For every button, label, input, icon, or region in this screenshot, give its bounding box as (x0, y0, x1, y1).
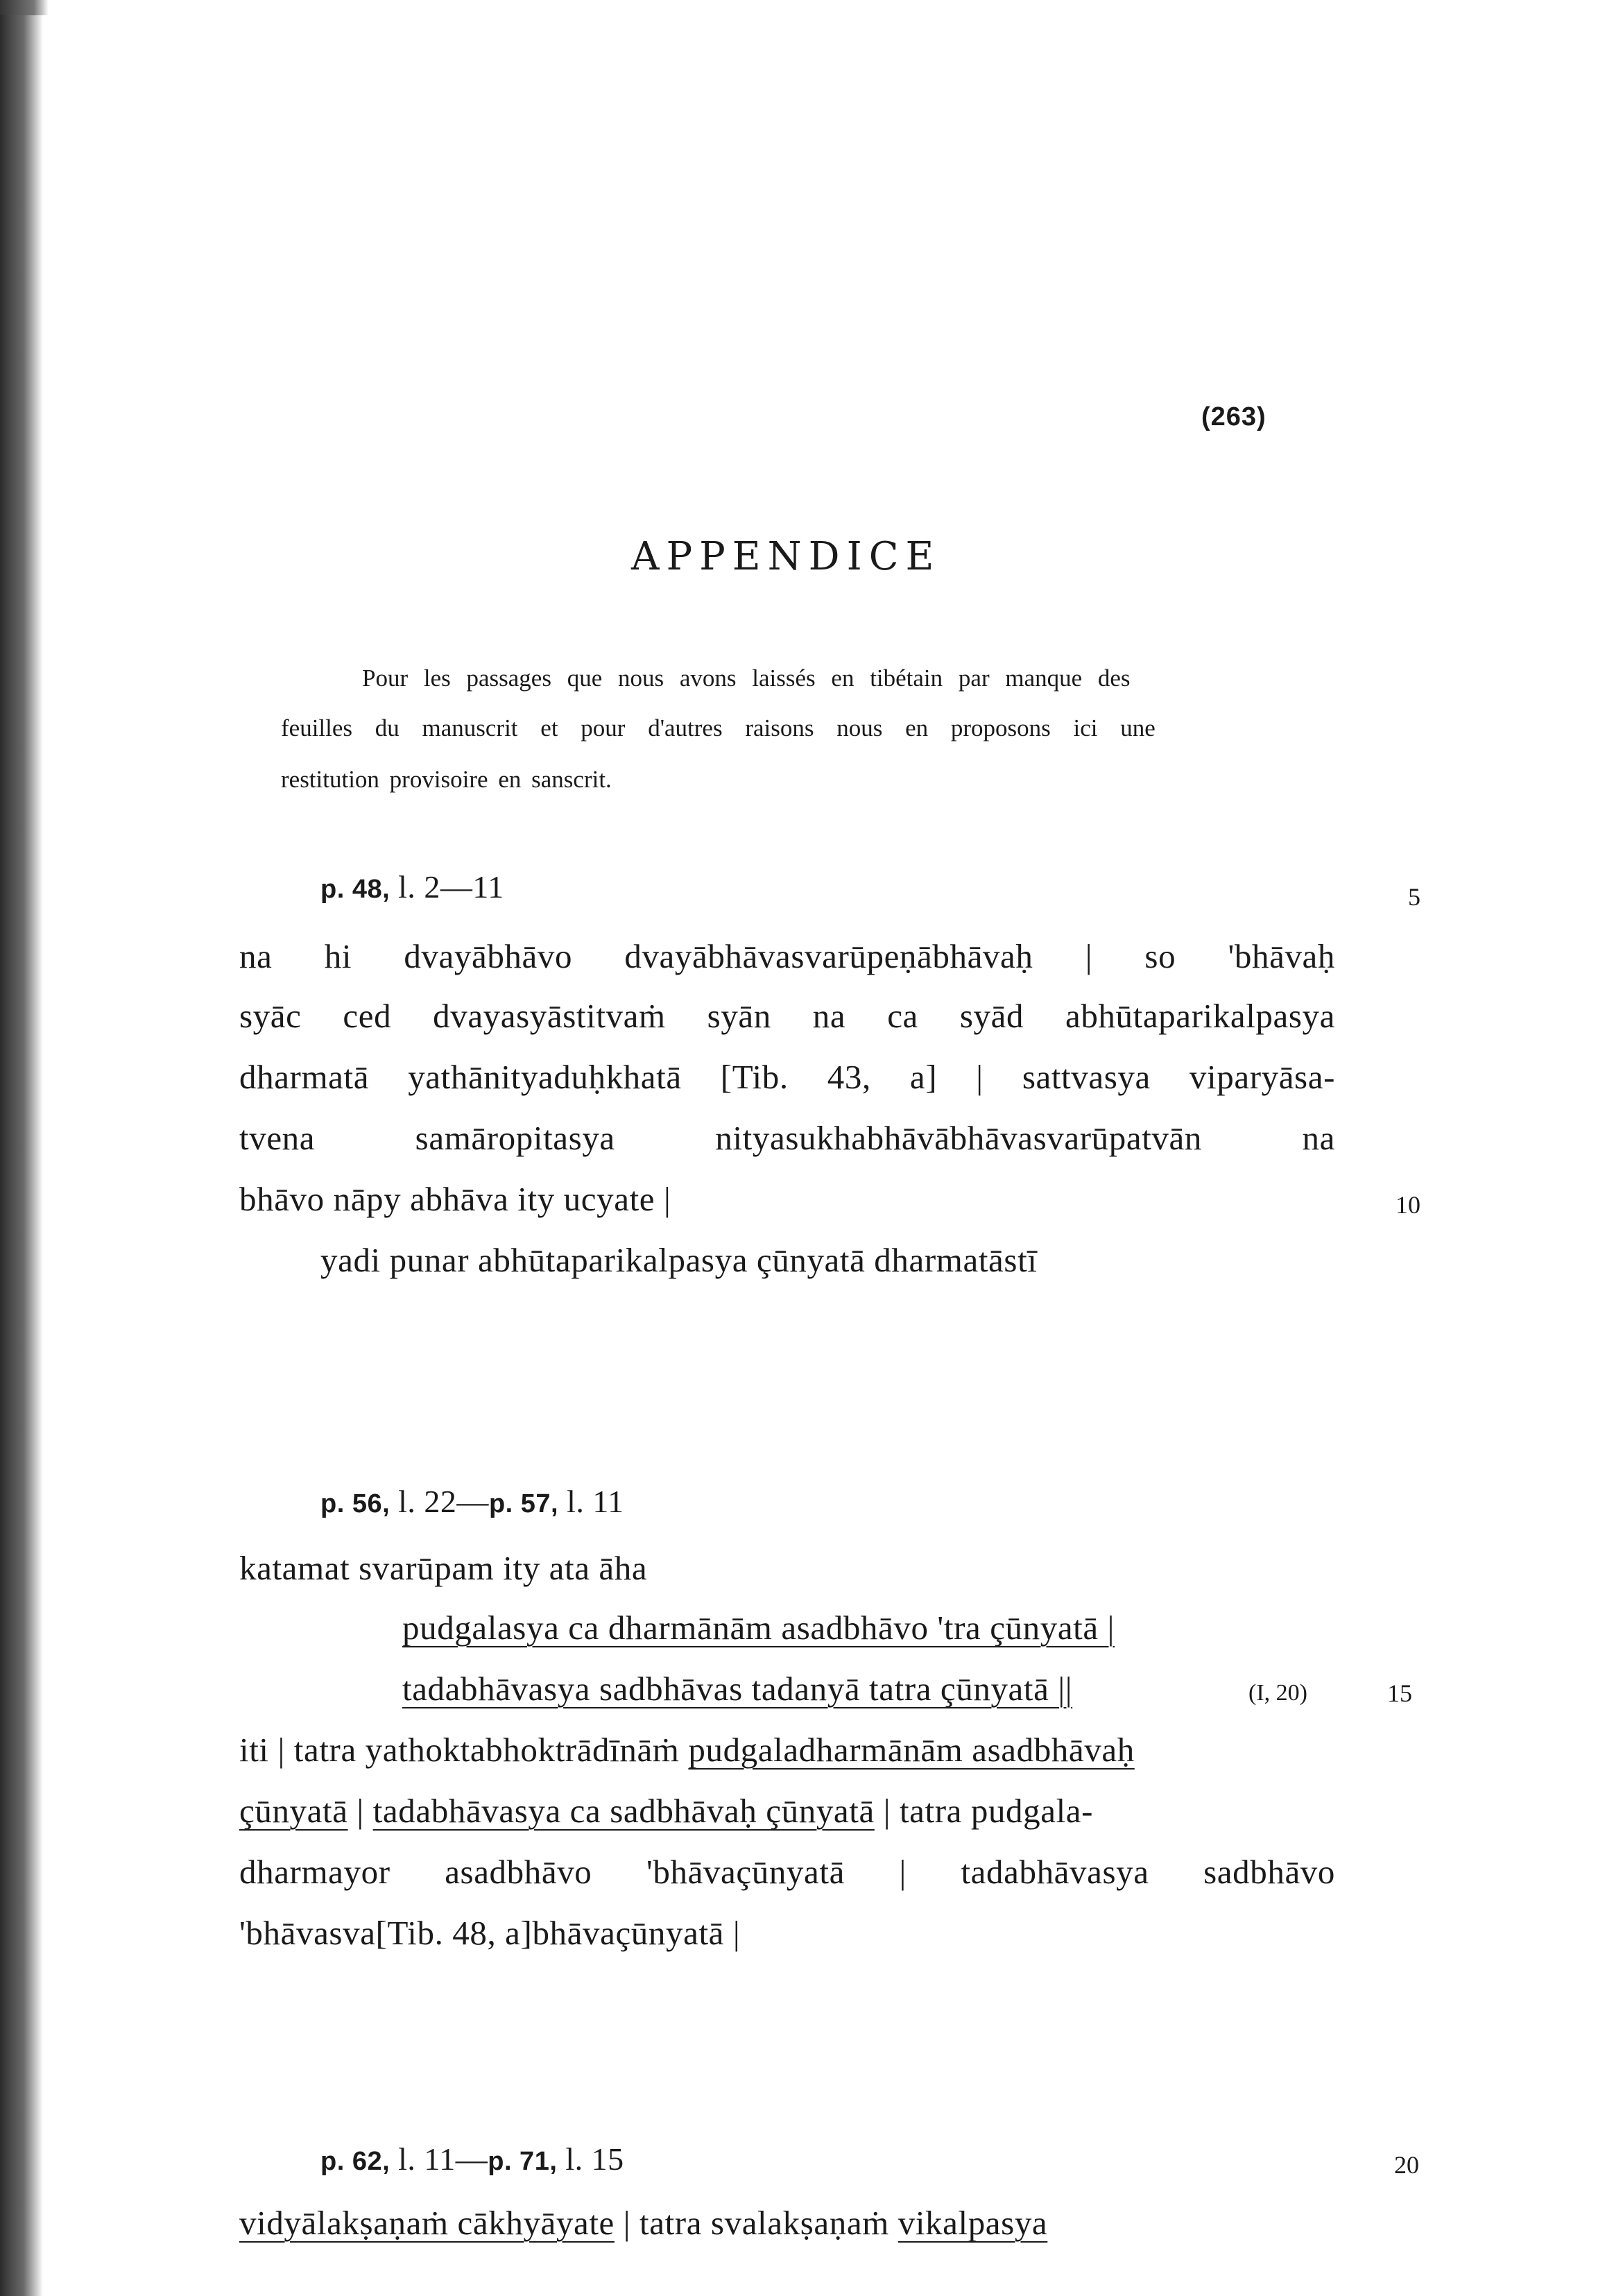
section-1-line-5: bhāvo nāpy abhāva ity ucyate | (239, 1180, 671, 1218)
section-2-ref-line-end: l. 11 (558, 1484, 624, 1519)
line-marker-20: 20 (1394, 2151, 1419, 2179)
section-1-ref-page: p. 48, (320, 875, 390, 904)
section-1-ref-lines: l. 2—11 (390, 869, 504, 905)
section-1-line-2: syāc ced dvayasyāstitvaṁ syān na ca syād abhūtaparikalpasya (239, 997, 1335, 1035)
line-marker-10: 10 (1396, 1191, 1420, 1219)
page-title: APPENDICE (631, 534, 941, 579)
section-1-reference (320, 868, 504, 905)
section-2-ref-page-start: p. 56, (320, 1489, 390, 1518)
section-1-line-6: yadi punar abhūtaparikalpasya çūnyatā dharmatāstī (320, 1241, 1038, 1279)
section-2-line-4: 'bhāvasva[Tib. 48, a]bhāvaçūnyatā | (239, 1914, 741, 1952)
section-2-intro-line: katamat svarūpam ity ata āha (239, 1549, 648, 1587)
section-2-line-2-plain: | tatra pudgala- (874, 1792, 1094, 1830)
section-3-line-1-underlined-a: vidyālakṣaṇaṁ cākhyāyate (239, 2204, 615, 2242)
section-2-line-3: dharmayor asadbhāvo 'bhāvaçūnyatā | tadabhāvasya sadbhāvo (239, 1853, 1335, 1891)
verse-line-2: tadabhāvasya sadbhāvas tadanyā tatra çūnyatā || (402, 1670, 1073, 1708)
section-3-ref-page-end: p. 71, (488, 2147, 558, 2176)
intro-line-3: restitution provisoire en sanscrit. (281, 766, 612, 793)
book-spine-top (0, 0, 49, 15)
section-3-ref-line-end: l. 15 (557, 2141, 624, 2177)
page-number: (263) (1201, 402, 1266, 431)
intro-line-1: Pour les passages que nous avons laissés en tibétain par manque des (362, 665, 1131, 692)
section-2-line-2 (239, 1791, 1093, 1831)
verse-reference: (I, 20) (1248, 1680, 1307, 1706)
line-marker-15: 15 (1387, 1679, 1412, 1707)
section-2-ref-page-end: p. 57, (488, 1489, 559, 1518)
line-marker-5: 5 (1408, 883, 1420, 911)
verse-line-1: pudgalasya ca dharmānām asadbhāvo 'tra çūnyatā | (402, 1609, 1115, 1647)
book-spine-shadow (0, 0, 43, 2296)
section-2-line-1-underlined: pudgaladharmānām asadbhāvaḥ (688, 1731, 1135, 1769)
section-1-line-1: na hi dvayābhāvo dvayābhāvasvarūpeṇābhāvaḥ | so 'bhāvaḥ (239, 937, 1335, 975)
section-2-reference (320, 1483, 624, 1520)
intro-line-2: feuilles du manuscrit et pour d'autres raisons nous en proposons ici une (281, 714, 1156, 742)
section-2-line-2-underlined-b: tadabhāvasya ca sadbhāvaḥ çūnyatā (372, 1792, 875, 1830)
section-3-line-1-underlined-b: vikalpasya (898, 2204, 1048, 2242)
section-2-line-2-sep: | (347, 1792, 373, 1830)
section-1-line-3: dharmatā yathānityaduḥkhatā [Tib. 43, a] | sattvasya viparyāsa- (239, 1058, 1335, 1096)
section-3-ref-page-start: p. 62, (320, 2147, 390, 2176)
section-2-line-1 (239, 1730, 1135, 1770)
section-3-line-1 (239, 2203, 1047, 2243)
section-2-ref-line-start: l. 22— (390, 1484, 489, 1519)
section-1-line-4: tvena samāropitasya nityasukhabhāvābhāvasvarūpatvān na (239, 1119, 1335, 1157)
section-2-line-1-plain: iti | tatra yathoktabhoktrādīnāṁ (239, 1731, 689, 1769)
section-3-ref-line-start: l. 11— (390, 2141, 488, 2177)
section-3-line-1-plain: | tatra svalakṣaṇaṁ (614, 2204, 898, 2242)
section-2-line-2-underlined-a: çūnyatā (239, 1792, 348, 1830)
section-3-reference (320, 2141, 624, 2177)
